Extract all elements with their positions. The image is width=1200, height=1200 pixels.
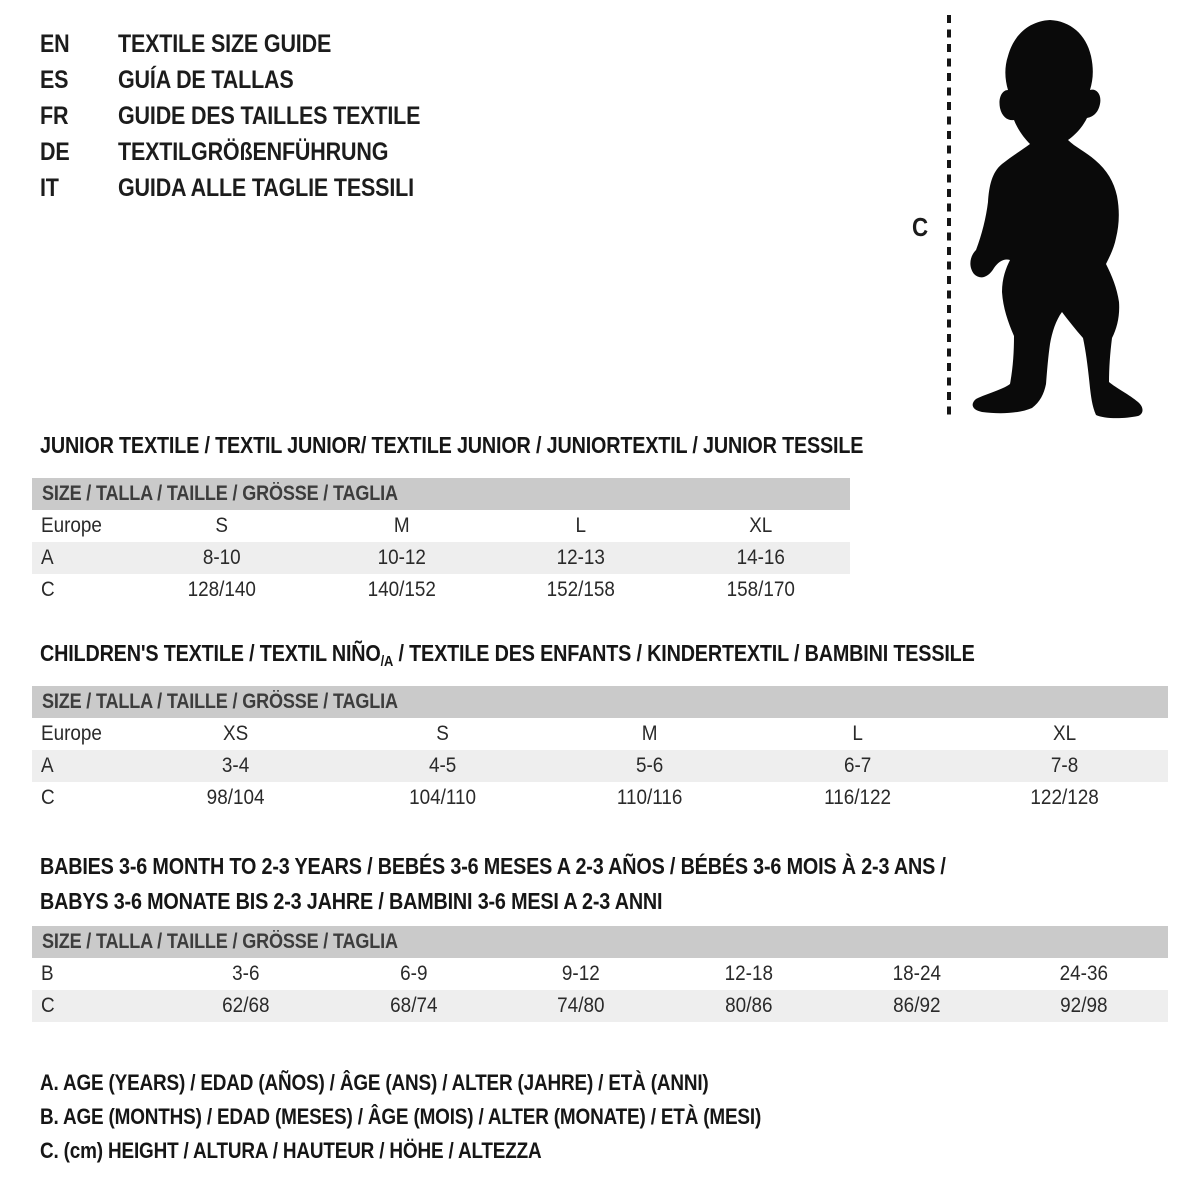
junior-size-table xyxy=(32,478,850,606)
table-row xyxy=(32,574,850,606)
children-heading-sub: /A xyxy=(380,653,394,670)
table-cell: M xyxy=(642,722,658,745)
language-row-es xyxy=(40,62,470,98)
children-heading-text xyxy=(40,641,975,674)
table-cell: 6-7 xyxy=(843,754,871,777)
language-title: GUIDA ALLE TAGLIE TESSILI xyxy=(118,174,414,202)
children-size-table xyxy=(32,686,1168,814)
junior-table-body xyxy=(32,510,850,606)
row-label: C xyxy=(41,578,55,601)
babies-table-body xyxy=(32,958,1168,1022)
table-cell: 62/68 xyxy=(222,994,270,1017)
size-header-text: SIZE / TALLA / TAILLE / GRÖSSE / TAGLIA xyxy=(42,482,398,505)
children-section-heading xyxy=(40,641,1127,674)
toddler-silhouette-icon xyxy=(958,20,1148,420)
table-cell: 12-13 xyxy=(556,546,605,569)
language-title: TEXTILGRÖßENFÜHRUNG xyxy=(118,138,389,166)
table-row xyxy=(32,718,1168,750)
row-label: C xyxy=(41,786,55,809)
table-cell: 12-18 xyxy=(724,962,774,985)
table-cell: 10-12 xyxy=(377,546,426,569)
language-row-it xyxy=(40,170,470,206)
babies-heading-line2: BABYS 3-6 MONATE BIS 2-3 JAHRE / BAMBINI 3-6 MESI A 2-3 ANNI xyxy=(40,888,663,914)
legend-text-b: B. AGE (MONTHS) / EDAD (MESES) / ÂGE (MOIS) / ALTER (MONATE) / ETÀ (MESI) xyxy=(40,1104,762,1129)
table-cell: 68/74 xyxy=(389,994,438,1017)
size-header-bar xyxy=(32,926,1168,958)
language-code: DE xyxy=(40,138,70,166)
table-cell: 110/116 xyxy=(617,786,683,809)
babies-size-table xyxy=(32,926,1168,1022)
table-row xyxy=(32,958,1168,990)
babies-heading-line1: BABIES 3-6 MONTH TO 2-3 YEARS / BEBÉS 3-6 MESES A 2-3 AÑOS / BÉBÉS 3-6 MOIS À 2-3 ANS / xyxy=(40,853,946,879)
table-cell: 8-10 xyxy=(202,546,241,569)
row-label: A xyxy=(41,754,54,777)
size-header-text: SIZE / TALLA / TAILLE / GRÖSSE / TAGLIA xyxy=(42,690,398,713)
table-cell: 158/170 xyxy=(726,578,795,601)
language-row-fr xyxy=(40,98,470,134)
table-cell: S xyxy=(215,514,229,537)
table-cell: 86/92 xyxy=(892,994,941,1017)
table-row xyxy=(32,510,850,542)
row-label: B xyxy=(41,962,54,985)
table-cell: 14-16 xyxy=(736,546,785,569)
language-row-en xyxy=(40,26,470,62)
legend-line-a xyxy=(40,1066,878,1100)
table-cell: 152/158 xyxy=(546,578,615,601)
table-cell: 116/122 xyxy=(823,786,891,809)
row-label: A xyxy=(41,546,54,569)
table-cell: 3-6 xyxy=(232,962,260,985)
table-cell: 5-6 xyxy=(636,754,664,777)
table-cell: 4-5 xyxy=(429,754,457,777)
size-header-bar xyxy=(32,686,1168,718)
table-cell: 3-4 xyxy=(221,754,250,777)
legend-text-a: A. AGE (YEARS) / EDAD (AÑOS) / ÂGE (ANS) / ALTER (JAHRE) / ETÀ (ANNI) xyxy=(40,1070,709,1095)
table-cell: 9-12 xyxy=(562,962,601,985)
table-cell: 122/128 xyxy=(1030,786,1099,809)
junior-section-heading xyxy=(40,433,997,457)
language-code: ES xyxy=(40,66,69,94)
table-cell: XL xyxy=(1052,722,1076,745)
table-cell: L xyxy=(851,722,863,745)
size-header-text: SIZE / TALLA / TAILLE / GRÖSSE / TAGLIA xyxy=(42,930,398,953)
table-cell: XL xyxy=(748,514,772,537)
size-header-bar xyxy=(32,478,850,510)
table-cell: 104/110 xyxy=(409,786,477,809)
table-cell: 128/140 xyxy=(187,578,256,601)
table-cell: 7-8 xyxy=(1050,754,1079,777)
measurement-legend xyxy=(40,1066,878,1168)
table-cell: XS xyxy=(222,722,249,745)
table-cell: 92/98 xyxy=(1060,994,1108,1017)
table-cell: 98/104 xyxy=(206,786,265,809)
table-cell: 140/152 xyxy=(367,578,436,601)
children-table-body xyxy=(32,718,1168,814)
legend-text-c: C. (cm) HEIGHT / ALTURA / HAUTEUR / HÖHE / ALTEZZA xyxy=(40,1138,542,1163)
language-title: GUÍA DE TALLAS xyxy=(118,66,294,94)
table-cell: 6-9 xyxy=(399,962,428,985)
row-label: C xyxy=(41,994,55,1017)
table-cell: L xyxy=(575,514,587,537)
table-cell: 80/86 xyxy=(725,994,773,1017)
language-title: GUIDE DES TAILLES TEXTILE xyxy=(118,102,421,130)
table-cell: 18-24 xyxy=(892,962,941,985)
table-cell: S xyxy=(436,722,450,745)
table-cell: M xyxy=(393,514,410,537)
table-row xyxy=(32,750,1168,782)
babies-section-heading xyxy=(40,849,1093,919)
children-heading-before: CHILDREN'S TEXTILE / TEXTIL NIÑO xyxy=(40,640,381,666)
row-label: Europe xyxy=(41,514,102,537)
row-label: Europe xyxy=(41,722,102,745)
language-code: FR xyxy=(40,102,69,130)
height-dashed-line-icon xyxy=(944,15,954,417)
legend-line-b xyxy=(40,1100,878,1134)
table-row xyxy=(32,782,1168,814)
language-row-de xyxy=(40,134,470,170)
language-title-list xyxy=(40,26,470,206)
table-row xyxy=(32,542,850,574)
junior-heading-text: JUNIOR TEXTILE / TEXTIL JUNIOR/ TEXTILE JUNIOR / JUNIORTEXTIL / JUNIOR TESSILE xyxy=(40,432,864,458)
language-code: IT xyxy=(40,174,59,202)
table-row xyxy=(32,990,1168,1022)
legend-line-c xyxy=(40,1134,878,1168)
height-measure-label: C xyxy=(912,212,928,242)
children-heading-after: / TEXTILE DES ENFANTS / KINDERTEXTIL / BAMBINI TESSILE xyxy=(393,640,975,666)
table-cell: 74/80 xyxy=(557,994,605,1017)
table-cell: 24-36 xyxy=(1059,962,1109,985)
language-title: TEXTILE SIZE GUIDE xyxy=(118,30,332,58)
language-code: EN xyxy=(40,30,70,58)
